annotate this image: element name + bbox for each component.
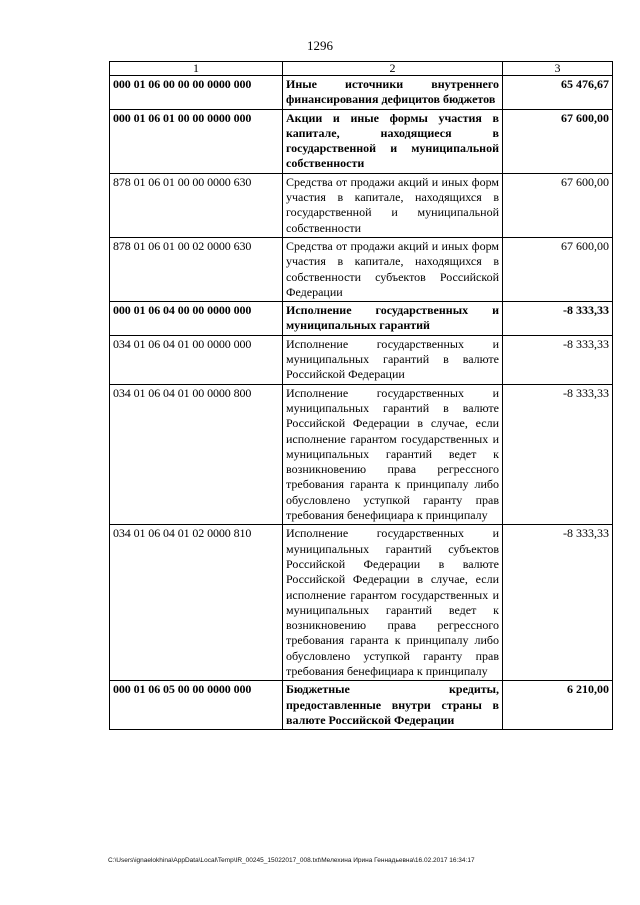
- table-row: [110, 76, 613, 110]
- table-row: [110, 173, 613, 237]
- row-description: Исполнение государственных и муниципальных гарантий в валюте Российской Федерации: [283, 335, 503, 384]
- row-amount: -8 333,33: [503, 302, 613, 336]
- row-amount: 6 210,00: [503, 681, 613, 730]
- row-amount: -8 333,33: [503, 525, 613, 681]
- table-row: [110, 384, 613, 525]
- row-amount: 67 600,00: [503, 109, 613, 173]
- budget-sources-table: [109, 61, 613, 730]
- budget-code: 034 01 06 04 01 02 0000 810: [110, 525, 283, 681]
- column-header-code: 1: [110, 62, 283, 76]
- row-amount: -8 333,33: [503, 384, 613, 525]
- row-description: Акции и иные формы участия в капитале, находящиеся в государственной и муниципальной собственности: [283, 109, 503, 173]
- row-description: Исполнение государственных и муниципальных гарантий в валюте Российской Федерации в случае, если исполнение гарантом государственных и муниципальных гарантий ведет к возникновению права регрессного требования гаранта к принципалу либо обусловлено уступкой гаранту прав требования бенефициара к принципалу: [283, 384, 503, 525]
- column-header-description: 2: [283, 62, 503, 76]
- budget-code: 000 01 06 00 00 00 0000 000: [110, 76, 283, 110]
- column-header-amount: 3: [503, 62, 613, 76]
- row-amount: -8 333,33: [503, 335, 613, 384]
- budget-code: 000 01 06 04 00 00 0000 000: [110, 302, 283, 336]
- table-row: [110, 109, 613, 173]
- row-amount: 67 600,00: [503, 237, 613, 301]
- row-description: Исполнение государственных и муниципальных гарантий субъектов Российской Федерации в валюте Российской Федерации в случае, если исполнение гарантом государственных и муниципальных гарантий ведет к возникновению права регрессного требования гаранта к принципалу либо обусловлено уступкой гаранту прав требования бенефициара к принципалу: [283, 525, 503, 681]
- table-row: [110, 335, 613, 384]
- row-description: Средства от продажи акций и иных форм участия в капитале, находящихся в собственности субъектов Российской Федерации: [283, 237, 503, 301]
- file-path-footer: C:\Users\ignaelokhina\AppData\Local\Temp\IR_00245_15022017_008.txt\Мелехина Ирина Геннадьевна\16.02.2017 16:34:17: [108, 857, 475, 864]
- budget-code: 878 01 06 01 00 02 0000 630: [110, 237, 283, 301]
- budget-code: 878 01 06 01 00 00 0000 630: [110, 173, 283, 237]
- table-row: [110, 525, 613, 681]
- budget-code: 000 01 06 01 00 00 0000 000: [110, 109, 283, 173]
- row-description: Исполнение государственных и муниципальных гарантий: [283, 302, 503, 336]
- table-row: [110, 237, 613, 301]
- row-description: Иные источники внутреннего финансирования дефицитов бюджетов: [283, 76, 503, 110]
- page-number: 1296: [307, 38, 333, 53]
- table-header-row: [110, 62, 613, 76]
- budget-code: 034 01 06 04 01 00 0000 000: [110, 335, 283, 384]
- table-row: [110, 302, 613, 336]
- budget-code: 000 01 06 05 00 00 0000 000: [110, 681, 283, 730]
- budget-code: 034 01 06 04 01 00 0000 800: [110, 384, 283, 525]
- row-description: Средства от продажи акций и иных форм участия в капитале, находящихся в государственной и муниципальной собственности: [283, 173, 503, 237]
- table-row: [110, 681, 613, 730]
- row-amount: 65 476,67: [503, 76, 613, 110]
- row-description: Бюджетные кредиты, предоставленные внутри страны в валюте Российской Федерации: [283, 681, 503, 730]
- row-amount: 67 600,00: [503, 173, 613, 237]
